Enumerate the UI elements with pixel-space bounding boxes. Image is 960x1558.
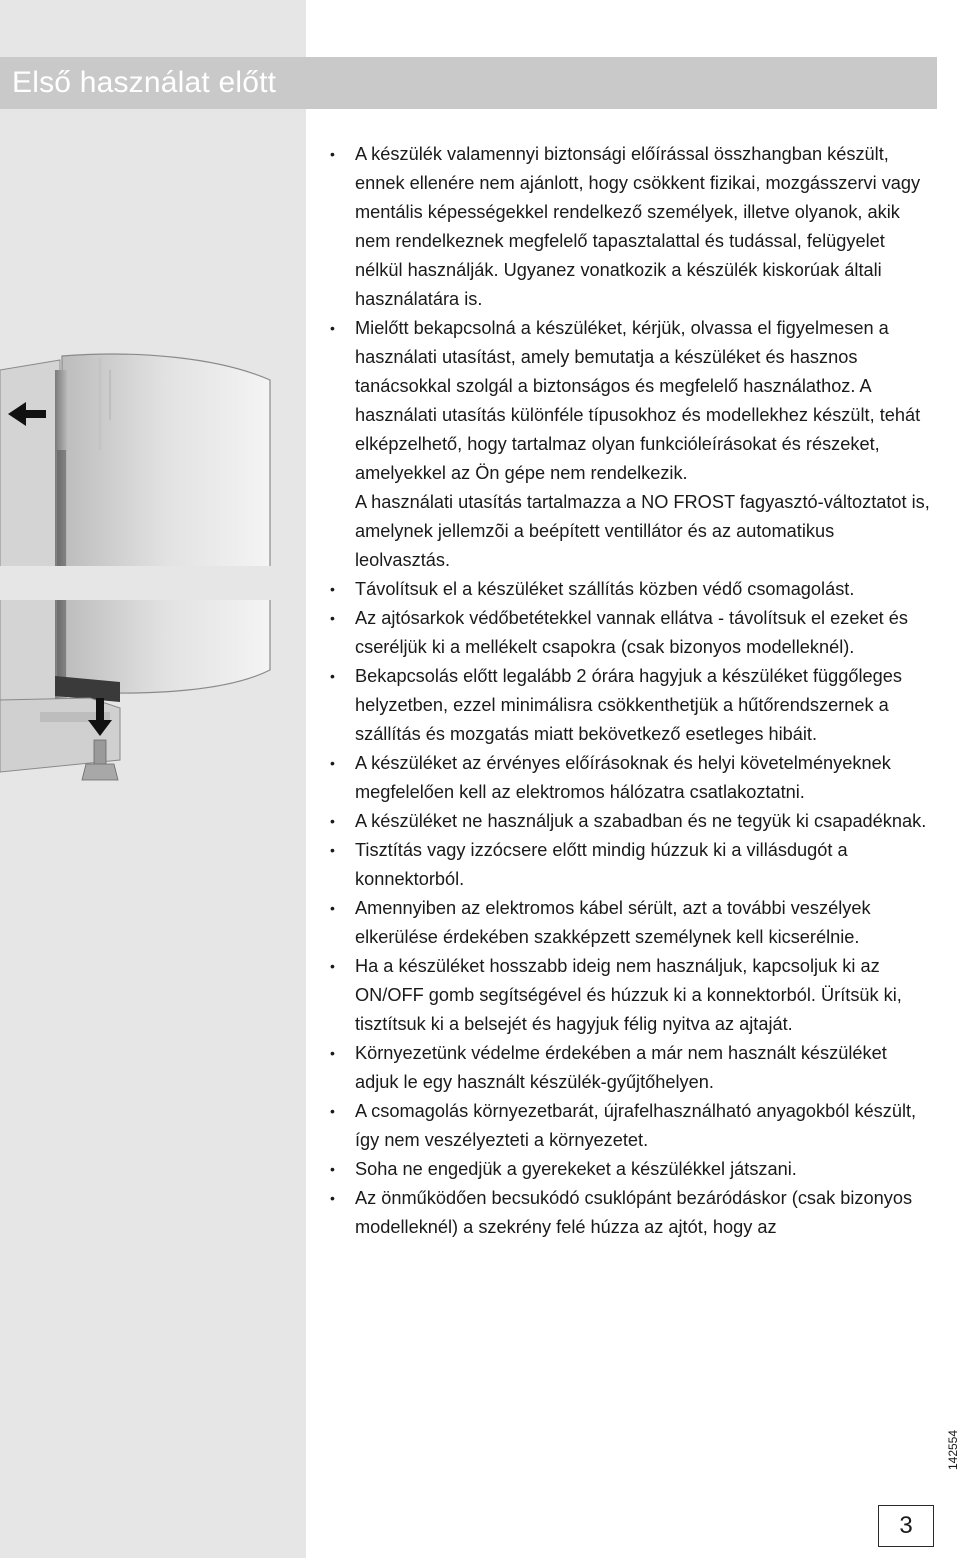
bullet-item: [328, 314, 932, 575]
bullet-text: A készüléket az érvényes előírásoknak és helyi követelményeknek megfelelően kell az elektromos hálózatra csatlakoztatni.: [355, 753, 891, 802]
bullet-text: A csomagolás környezetbarát, újrafelhasználható anyagokból készült, így nem veszélyezteti a környezetet.: [355, 1101, 917, 1150]
bullet-icon: •: [330, 1161, 335, 1177]
bullet-text: Soha ne engedjük a gyerekeket a készülékkel játszani.: [355, 1159, 797, 1179]
refrigerator-door-illustration: [0, 340, 306, 810]
bullet-icon: •: [330, 842, 335, 858]
bullet-text: A készüléket ne használjuk a szabadban és ne tegyük ki csapadéknak.: [355, 811, 927, 831]
bullet-icon: •: [330, 581, 335, 597]
bullet-icon: •: [330, 1190, 335, 1206]
bullet-text: Bekapcsolás előtt legalább 2 órára hagyjuk a készüléket függőleges helyzetben, ezzel minimálisra csökkenthetjük a hűtőrendszernek a szállítás és mozgatás miatt bekövetkező esetleges hibáit.: [355, 666, 902, 744]
bullet-icon: •: [330, 813, 335, 829]
bullet-item: [328, 575, 932, 604]
bullet-item: [328, 807, 932, 836]
bullet-item: [328, 749, 932, 807]
bullet-item: [328, 604, 932, 662]
bullet-text: Környezetünk védelme érdekében a már nem használt készüléket adjuk le egy használt készülék-gyűjtőhelyen.: [355, 1043, 887, 1092]
bullet-text: Amennyiben az elektromos kábel sérült, azt a további veszélyek elkerülése érdekében szakképzett személynek kell kicserélnie.: [355, 898, 871, 947]
bullet-item: [328, 952, 932, 1039]
bullet-text: A készülék valamennyi biztonsági előírással összhangban készült, ennek ellenére nem ajánlott, hogy csökkent fizikai, mozgásszervi vagy mentális képességekkel rendelkező személyek, illetve olyanok, akik nem rendelkeznek megfelelő tapasztalattal és tudással, felügyelet nélkül használják. Ugyanez vonatkozik a készülék kiskorúak általi használatára is.: [355, 144, 921, 309]
bullet-text: A használati utasítás tartalmazza a NO FROST fagyasztó-változtatot is, amelynek jellemzõi a beépített ventillátor és az automatikus leolvasztás.: [355, 492, 930, 570]
document-code: [938, 1420, 960, 1480]
bullet-text: Az önműködően becsukódó csuklópánt bezáródáskor (csak bizonyos modelleknél) a szekrény felé húzza az ajtót, hogy az: [355, 1188, 913, 1237]
bullet-text: Távolítsuk el a készüléket szállítás közben védő csomagolást.: [355, 579, 855, 599]
bullet-text: Mielőtt bekapcsolná a készüléket, kérjük, olvassa el figyelmesen a használati utasítást, amely bemutatja a készüléket és hasznos tanácsokkal szolgál a biztonságos és megfelelő használathoz. A használati utasítás különféle típusokhoz és modellekhez készült, tehát elképzelhető, hogy tartalmaz olyan funkcióleírásokat és részeket, amelyekkel az Ön gépe nem rendelkezik.: [355, 318, 921, 483]
bullet-item: [328, 894, 932, 952]
bullet-item: [328, 1039, 932, 1097]
bullet-icon: •: [330, 1103, 335, 1119]
bullet-text: Ha a készüléket hosszabb ideig nem használjuk, kapcsoljuk ki az ON/OFF gomb segítségével és húzzuk ki a konnektorból. Ürítsük ki, tisztítsuk ki a belsejét és hagyjuk félig nyitva az ajtaját.: [355, 956, 902, 1034]
bullet-item: [328, 1184, 932, 1242]
bullet-icon: •: [330, 900, 335, 916]
bullet-icon: •: [330, 610, 335, 626]
bullet-list: [328, 140, 932, 1242]
bullet-item: [328, 1155, 932, 1184]
bullet-item: [328, 662, 932, 749]
bullet-icon: •: [330, 668, 335, 684]
document-code-text: 142554: [946, 1429, 960, 1471]
bullet-item: [328, 836, 932, 894]
page-number: 3: [878, 1505, 934, 1547]
bullet-item: [328, 1097, 932, 1155]
bullet-icon: •: [330, 755, 335, 771]
bullet-text: Tisztítás vagy izzócsere előtt mindig húzzuk ki a villásdugót a konnektorból.: [355, 840, 848, 889]
bullet-text: Az ajtósarkok védőbetétekkel vannak ellátva - távolítsuk el ezeket és cseréljük ki a mellékelt csapokra (csak bizonyos modelleknél).: [355, 608, 908, 657]
bullet-item: [328, 140, 932, 314]
bullet-icon: •: [330, 958, 335, 974]
page-title: Első használat előtt: [12, 66, 277, 99]
instructions-content: [328, 140, 932, 1242]
bullet-icon: •: [330, 1045, 335, 1061]
bullet-icon: •: [330, 320, 335, 336]
bullet-icon: •: [330, 146, 335, 162]
